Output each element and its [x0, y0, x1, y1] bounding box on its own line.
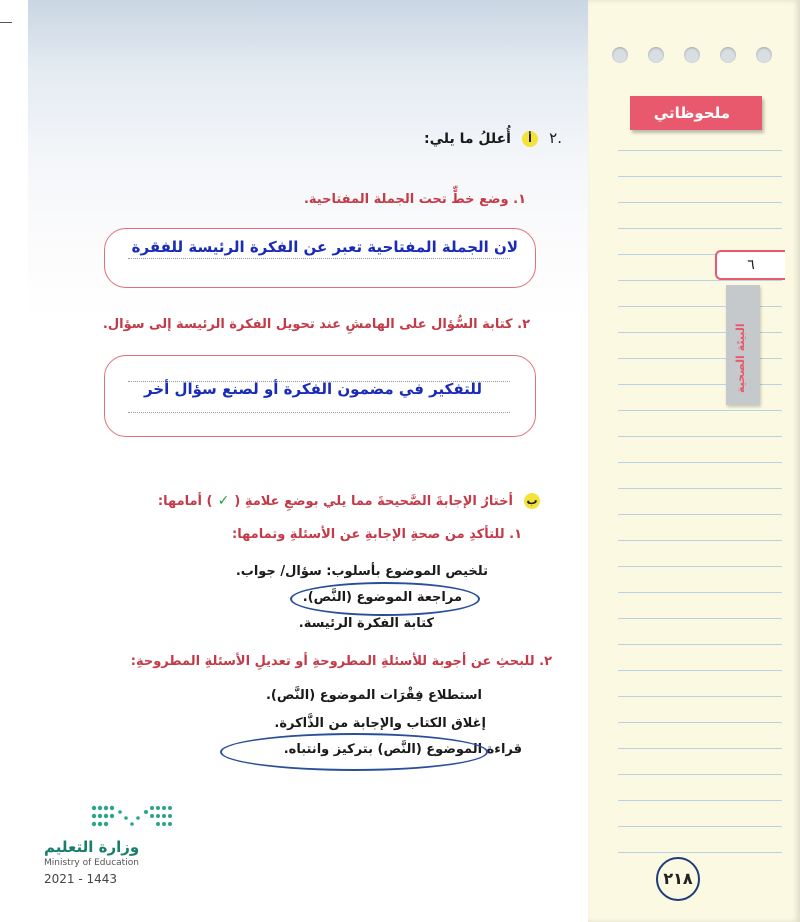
item-1-prompt: ١. وضع خطٍّ تحت الجملة المفتاحية.	[303, 192, 526, 207]
notes-sidebar	[588, 0, 800, 922]
selected-answer-circle	[290, 582, 480, 616]
check-mark-icon: ✓	[217, 493, 230, 509]
badge-alif: أ	[522, 131, 538, 147]
answer-2-text: للتفكير في مضمون الفكرة أو لصنع سؤال أخر	[143, 380, 482, 398]
ruled-line	[618, 748, 782, 749]
part-b-q1-prompt: ١. للتأكدِ من صحةِ الإجابةِ عن الأسئلةِ وتمامها:	[232, 527, 522, 542]
q2-option-1[interactable]: استطلاع فِقْرَات الموضوع (النَّص).	[265, 688, 482, 703]
ruled-line	[618, 826, 782, 827]
part-b-q2-prompt: ٢. للبحثِ عن أجوبة للأسئلةِ المطروحةِ أو تعديلِ الأسئلةِ المطروحةِ:	[130, 654, 552, 669]
binder-hole-icon	[612, 47, 628, 63]
item-2-prompt: ٢. كتابة السُّؤال على الهامشِ عند تحويل الفكرة الرئيسة إلى سؤال.	[102, 317, 530, 332]
ruled-line	[618, 514, 782, 515]
ministry-logo-icon	[88, 800, 180, 834]
ruled-line	[618, 488, 782, 489]
binder-hole-icon	[684, 47, 700, 63]
ruled-line	[618, 436, 782, 437]
question-instruction: أُعللُ ما يلي:	[423, 131, 511, 147]
unit-tab	[726, 285, 760, 405]
answer-1-text: لان الجملة المفتاحية تعبر عن الفكرة الرئيسة للفقرة	[131, 238, 518, 256]
ministry-name-english: Ministry of Education	[44, 858, 139, 868]
ruled-line	[618, 202, 782, 203]
ruled-line	[618, 618, 782, 619]
binder-hole-icon	[720, 47, 736, 63]
ruled-line	[618, 670, 782, 671]
ruled-line	[618, 592, 782, 593]
badge-ba: ب	[524, 493, 540, 509]
part-b-header	[158, 490, 540, 509]
part-b-instruction-start: أختارُ الإجابةَ الصَّحيحةَ مما يلي بوضعِ علامةِ (	[234, 494, 513, 509]
question-2-header	[424, 128, 562, 147]
crop-mark	[0, 22, 12, 23]
ministry-name-arabic: وزارة التعليم	[44, 838, 140, 856]
q1-option-1[interactable]: تلخيص الموضوع بأسلوب: سؤال/ جواب.	[235, 564, 488, 579]
ruled-line	[618, 410, 782, 411]
ruled-line	[618, 462, 782, 463]
ruled-line	[618, 696, 782, 697]
ruled-line	[618, 800, 782, 801]
ruled-line	[618, 644, 782, 645]
question-number: .٢	[549, 129, 562, 147]
binder-hole-icon	[648, 47, 664, 63]
page-number: ٢١٨	[656, 857, 700, 901]
ruled-line	[618, 852, 782, 853]
ruled-line	[618, 228, 782, 229]
ruled-line	[618, 774, 782, 775]
unit-title: البيئة الصحية	[734, 323, 747, 393]
ruled-line	[618, 280, 782, 281]
binder-hole-icon	[756, 47, 772, 63]
q1-option-2[interactable]: مراجعة الموضوع (النَّص).	[302, 590, 462, 605]
ruled-line	[618, 150, 782, 151]
selected-answer-circle	[220, 733, 488, 771]
q2-option-3[interactable]: قراءة الموضوع (النَّص) بتركيز وانتباه.	[283, 742, 522, 757]
answer-line	[128, 258, 510, 259]
ruled-line	[618, 722, 782, 723]
ruled-line	[618, 540, 782, 541]
ruled-line	[618, 566, 782, 567]
section-number: ٦	[715, 250, 785, 280]
ruled-line	[618, 176, 782, 177]
q2-option-2[interactable]: إغلاق الكتاب والإجابة من الذَّاكرة.	[274, 716, 486, 731]
edition-year: 2021 - 1443	[44, 872, 118, 886]
part-b-instruction-end: ) أمامها:	[157, 494, 213, 509]
answer-line	[128, 412, 510, 413]
q1-option-3[interactable]: كتابة الفكرة الرئيسة.	[298, 616, 434, 631]
notes-title: ملحوظاتي	[630, 96, 762, 130]
